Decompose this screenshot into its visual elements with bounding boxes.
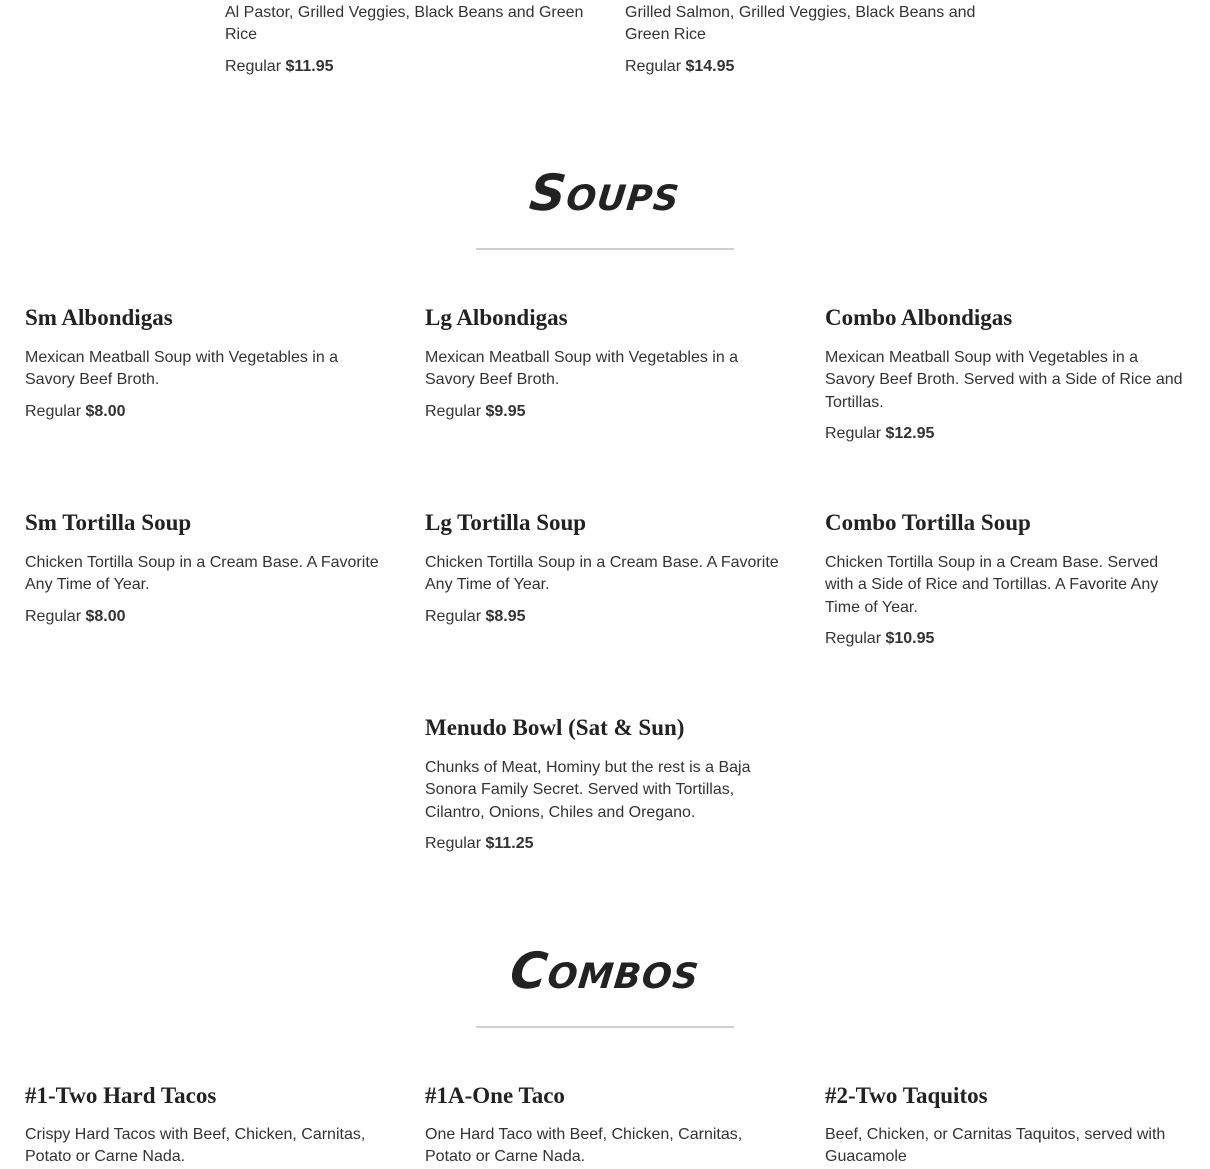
item-price (225, 57, 585, 77)
item-name: Combo Albondigas (825, 305, 1013, 330)
menu-item-lg-tortilla-soup[interactable] (425, 509, 785, 627)
menu-item-al-pastor-plate[interactable] (225, 2, 585, 77)
price-value: $11.95 (285, 57, 334, 75)
menu-item-sm-albondigas[interactable] (25, 304, 385, 422)
item-name: #2-Two Taquitos (825, 1083, 988, 1108)
item-description: Chicken Tortilla Soup in a Cream Base. Served with a Side of Rice and Tortillas. A Favorite Any Time of Year. (825, 554, 1159, 616)
item-description: One Hard Taco with Beef, Chicken, Carnitas, Potato or Carne Nada. (425, 1126, 743, 1166)
price-label: Regular (225, 57, 282, 75)
price-label: Regular (825, 425, 882, 443)
price-label: Regular (425, 607, 482, 625)
menu-item-lg-albondigas[interactable] (425, 304, 785, 422)
menu-item-sm-tortilla-soup[interactable] (25, 509, 385, 627)
item-price (825, 629, 1185, 649)
section-divider (476, 1026, 734, 1028)
price-value: $8.95 (485, 607, 526, 625)
item-name: Lg Tortilla Soup (425, 510, 587, 535)
item-description: Grilled Salmon, Grilled Veggies, Black Beans and Green Rice (625, 4, 976, 44)
item-price (625, 57, 985, 77)
item-description: Crispy Hard Tacos with Beef, Chicken, Carnitas, Potato or Carne Nada. (25, 1126, 366, 1166)
item-name: Sm Albondigas (25, 305, 173, 330)
item-description: Mexican Meatball Soup with Vegetables in a Savory Beef Broth. (25, 349, 339, 389)
item-price (425, 834, 785, 854)
menu-item-one-taco[interactable] (425, 1082, 785, 1169)
price-value: $10.95 (885, 630, 935, 648)
item-description: Al Pastor, Grilled Veggies, Black Beans and Green Rice (225, 4, 584, 44)
section-title-combos: Combos (507, 942, 703, 1000)
item-description: Mexican Meatball Soup with Vegetables in a Savory Beef Broth. Served with a Side of Rice and Tortillas. (825, 349, 1183, 411)
item-name: Combo Tortilla Soup (825, 510, 1031, 535)
item-description: Chunks of Meat, Hominy but the rest is a Baja Sonora Family Secret. Served with Tortillas, Cilantro, Onions, Chiles and Oregano. (425, 759, 751, 821)
item-description: Chicken Tortilla Soup in a Cream Base. A Favorite Any Time of Year. (25, 554, 379, 594)
item-name: Menudo Bowl (Sat & Sun) (425, 715, 685, 740)
item-name: #1-Two Hard Tacos (25, 1083, 217, 1108)
menu-item-two-hard-tacos[interactable] (25, 1082, 385, 1169)
menu-item-menudo-bowl[interactable] (425, 714, 785, 854)
section-divider (476, 248, 734, 250)
menu-item-combo-albondigas[interactable] (825, 304, 1185, 444)
price-value: $8.00 (85, 402, 126, 420)
item-description: Beef, Chicken, or Carnitas Taquitos, served with Guacamole (825, 1126, 1166, 1166)
menu-item-two-taquitos[interactable] (825, 1082, 1185, 1169)
price-label: Regular (825, 630, 882, 648)
item-price (25, 402, 385, 422)
item-description: Chicken Tortilla Soup in a Cream Base. A Favorite Any Time of Year. (425, 554, 779, 594)
price-value: $14.95 (685, 57, 735, 75)
item-price (425, 607, 785, 627)
price-label: Regular (625, 57, 682, 75)
item-price (425, 402, 785, 422)
price-label: Regular (425, 835, 482, 853)
price-value: $12.95 (885, 425, 935, 443)
item-description: Mexican Meatball Soup with Vegetables in a Savory Beef Broth. (425, 349, 739, 389)
price-value: $11.25 (485, 835, 534, 853)
item-name: Lg Albondigas (425, 305, 568, 330)
item-name: Sm Tortilla Soup (25, 510, 192, 535)
section-title-soups: Soups (526, 164, 684, 222)
price-value: $9.95 (485, 402, 526, 420)
item-name: #1A-One Taco (425, 1083, 565, 1108)
menu-item-grilled-salmon-plate[interactable] (625, 2, 985, 77)
item-price (825, 424, 1185, 444)
price-label: Regular (425, 402, 482, 420)
price-label: Regular (25, 607, 82, 625)
item-price (25, 607, 385, 627)
price-value: $8.00 (85, 607, 126, 625)
price-label: Regular (25, 402, 82, 420)
menu-item-combo-tortilla-soup[interactable] (825, 509, 1185, 649)
